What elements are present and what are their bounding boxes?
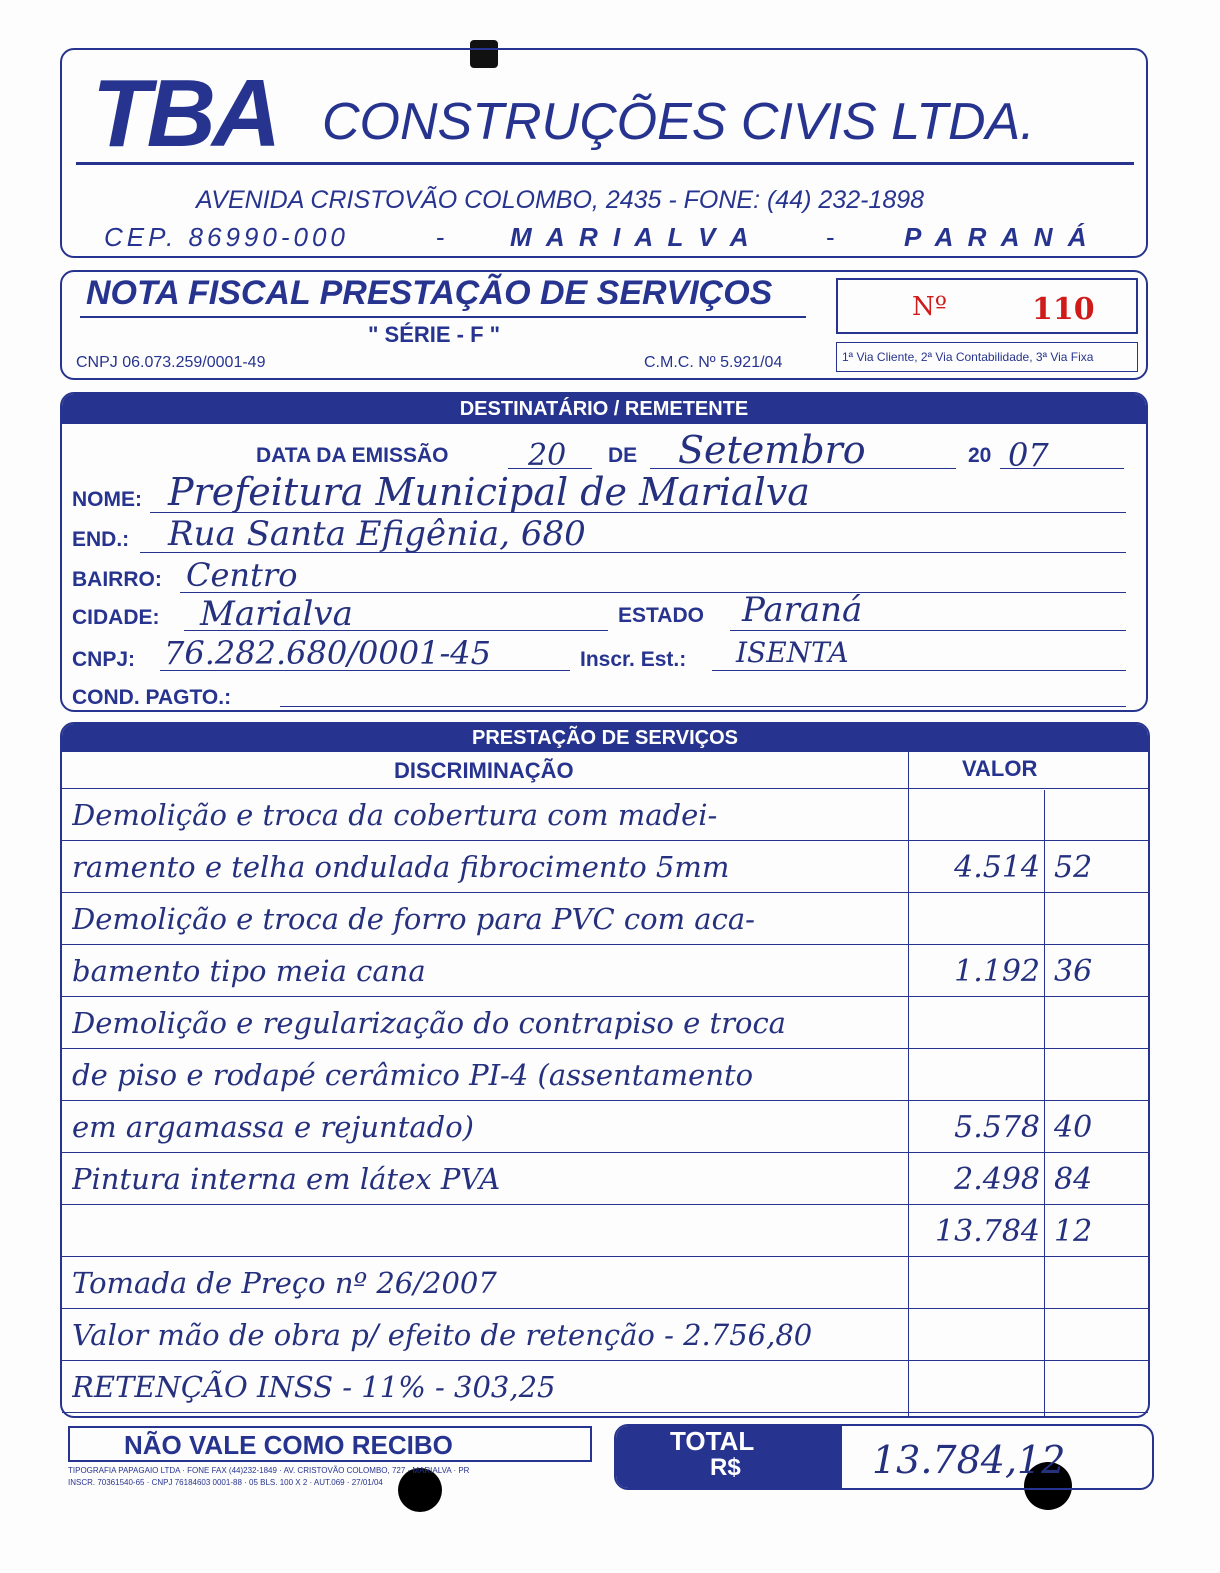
bairro-value: Centro [186, 556, 298, 594]
service-value-integer: 1.192 [954, 954, 1040, 989]
service-description: Valor mão de obra p/ efeito de retenção - 2.756,80 [72, 1318, 813, 1352]
service-value-cents: 84 [1054, 1162, 1093, 1197]
nota-cnpj: CNPJ 06.073.259/0001-49 [76, 354, 266, 371]
service-description: RETENÇÃO INSS - 11% - 303,25 [72, 1370, 556, 1404]
emission-day: 20 [528, 438, 567, 473]
nota-cmc: C.M.C. Nº 5.921/04 [644, 354, 783, 371]
service-row-line [62, 840, 1148, 841]
service-row-line [62, 1256, 1148, 1257]
cnpj-value: 76.282.680/0001-45 [164, 634, 491, 672]
recibo-text: NÃO VALE COMO RECIBO [124, 1430, 453, 1460]
service-row-line [62, 1100, 1148, 1101]
de-label: DE [608, 444, 638, 467]
nome-value: Prefeitura Municipal de Marialva [168, 470, 810, 514]
col-valor-header: VALOR [962, 756, 1038, 781]
printer-info-2: INSCR. 70361540-65 · CNPJ 76184603 0001-88 · 05 BLS. 100 X 2 · AUT.069 · 27/01/04 [68, 1478, 383, 1487]
company-state: P A R A N Á [904, 222, 1091, 252]
service-description: ramento e telha ondulada fibrocimento 5mm [72, 850, 730, 884]
company-name: CONSTRUÇÕES CIVIS LTDA. [322, 93, 1035, 151]
service-value-cents: 52 [1054, 850, 1093, 885]
total-value: 13.784,12 [872, 1438, 1066, 1482]
estado-label: ESTADO [618, 604, 704, 627]
cidade-value: Marialva [200, 594, 353, 634]
service-row-line [62, 944, 1148, 945]
cents-column-divider [1044, 790, 1045, 1416]
service-row-line [62, 996, 1148, 997]
service-row-line [62, 892, 1148, 893]
service-row-line [62, 1308, 1148, 1309]
service-description: Demolição e regularização do contrapiso e troca [72, 1006, 786, 1040]
cond-pagto-label: COND. PAGTO.: [72, 686, 232, 709]
printer-info: TIPOGRAFIA PAPAGAIO LTDA · FONE FAX (44)232-1849 · AV. CRISTOVÃO COLOMBO, 727 · MARIALVA · PR [68, 1466, 470, 1475]
nota-title: NOTA FISCAL PRESTAÇÃO DE SERVIÇOS [86, 274, 773, 312]
service-row-line [62, 1204, 1148, 1205]
service-value-cents: 12 [1054, 1214, 1093, 1249]
nota-number-label: Nº [912, 292, 947, 322]
separator-dash: - [436, 222, 445, 252]
estado-line [730, 630, 1126, 631]
company-address: AVENIDA CRISTOVÃO COLOMBO, 2435 - FONE: (44) 232-1898 [196, 186, 925, 214]
estado-value: Paraná [742, 590, 863, 630]
inscr-label: Inscr. Est.: [580, 648, 687, 671]
end-value: Rua Santa Efigênia, 680 [168, 514, 586, 554]
emission-year: 07 [1008, 436, 1049, 474]
servicos-header: PRESTAÇÃO DE SERVIÇOS [62, 724, 1148, 752]
service-description: Demolição e troca da cobertura com madei- [72, 798, 718, 832]
nome-label: NOME: [72, 488, 142, 511]
service-value-cents: 40 [1054, 1110, 1093, 1145]
service-value-integer: 4.514 [954, 850, 1040, 885]
service-row-line [62, 1360, 1148, 1361]
total-currency: R$ [710, 1454, 741, 1481]
separator-dash: - [826, 222, 835, 252]
service-description: de piso e rodapé cerâmico PI-4 (assentamento [72, 1058, 754, 1092]
cidade-label: CIDADE: [72, 606, 160, 629]
service-row-line [62, 1412, 1148, 1413]
service-description: em argamassa e rejuntado) [72, 1110, 474, 1144]
destinatario-header: DESTINATÁRIO / REMETENTE [62, 394, 1146, 424]
total-label: TOTAL [670, 1426, 755, 1456]
inscr-line [712, 670, 1126, 671]
header-divider [76, 162, 1134, 165]
col-discriminacao-header: DISCRIMINAÇÃO [394, 758, 574, 783]
service-row-line [62, 1152, 1148, 1153]
data-emissao-label: DATA DA EMISSÃO [256, 444, 449, 467]
nota-serie: " SÉRIE - F " [368, 322, 501, 347]
inscr-value: ISENTA [736, 636, 849, 669]
bairro-line [180, 592, 1126, 593]
end-label: END.: [72, 528, 130, 551]
emission-month: Setembro [678, 428, 866, 472]
service-value-integer: 13.784 [935, 1214, 1040, 1249]
cnpj-label: CNPJ: [72, 648, 136, 671]
company-city: M A R I A L V A [510, 222, 753, 252]
service-description: Tomada de Preço nº 26/2007 [72, 1266, 497, 1300]
nota-title-underline [80, 316, 806, 318]
nota-number: 110 [1032, 292, 1095, 327]
service-value-integer: 5.578 [954, 1110, 1040, 1145]
service-description: Pintura interna em látex PVA [72, 1162, 501, 1196]
service-description: bamento tipo meia cana [72, 954, 426, 988]
year-prefix: 20 [968, 444, 992, 467]
cond-pagto-line [280, 706, 1126, 707]
bairro-label: BAIRRO: [72, 568, 162, 591]
company-logo: TBA [92, 60, 278, 167]
valor-column-divider [908, 752, 909, 1416]
service-value-integer: 2.498 [954, 1162, 1040, 1197]
service-row-line [62, 1048, 1148, 1049]
service-value-cents: 36 [1054, 954, 1093, 989]
nota-vias: 1ª Via Cliente, 2ª Via Contabilidade, 3ª Via Fixa [842, 350, 1094, 364]
service-description: Demolição e troca de forro para PVC com aca- [72, 902, 755, 936]
company-cep: CEP. 86990-000 [104, 222, 349, 252]
servicos-header-line [62, 788, 1148, 789]
